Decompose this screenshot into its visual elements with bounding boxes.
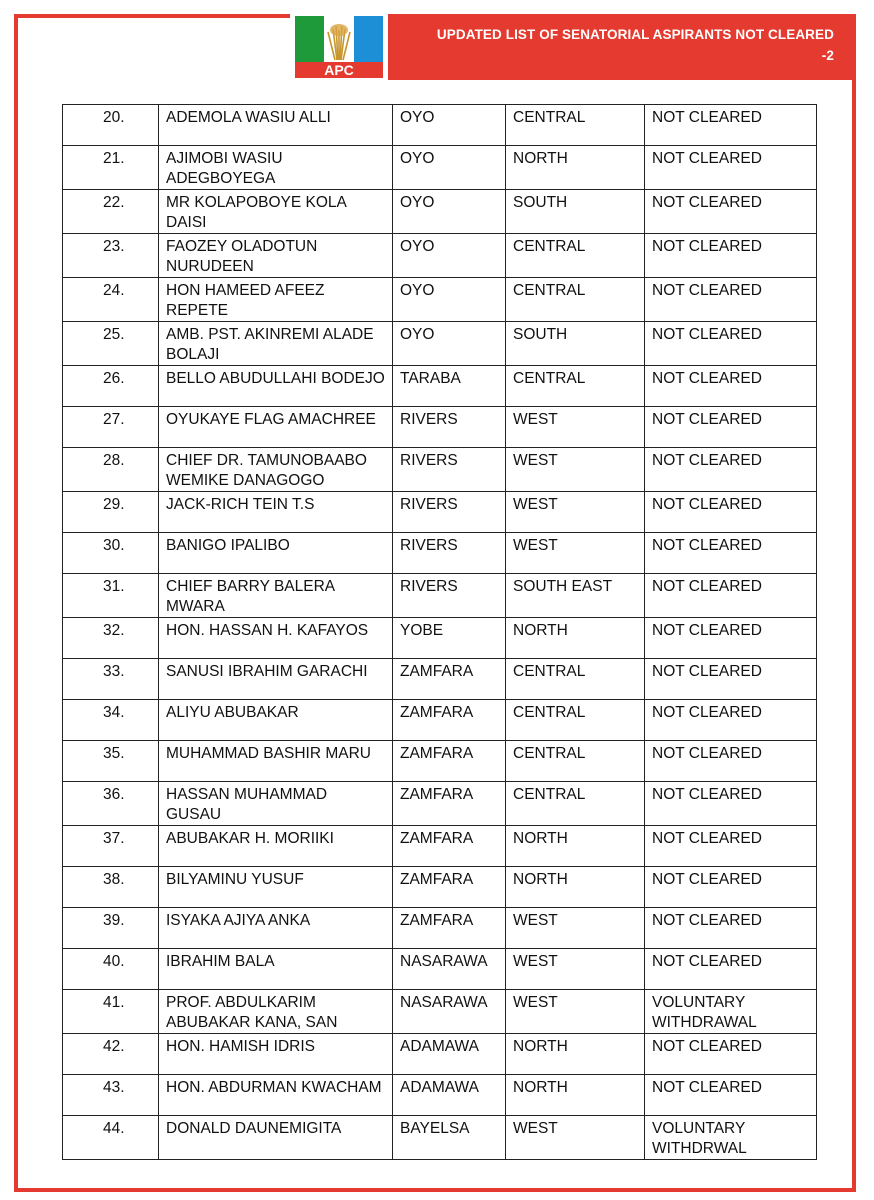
header-bar	[388, 14, 856, 80]
table-row	[63, 782, 817, 826]
table-row	[63, 533, 817, 574]
clearance-status: NOT CLEARED	[645, 659, 817, 700]
aspirant-name: BELLO ABUDULLAHI BODEJO	[159, 366, 393, 407]
clearance-status: NOT CLEARED	[645, 234, 817, 278]
clearance-status: NOT CLEARED	[645, 867, 817, 908]
senatorial-zone: NORTH	[506, 1034, 645, 1075]
state: ZAMFARA	[393, 700, 506, 741]
state: RIVERS	[393, 533, 506, 574]
row-number: 34.	[63, 700, 159, 741]
senatorial-zone: CENTRAL	[506, 234, 645, 278]
table-row	[63, 366, 817, 407]
row-number: 28.	[63, 448, 159, 492]
table-row	[63, 1116, 817, 1160]
senatorial-zone: WEST	[506, 908, 645, 949]
row-number: 39.	[63, 908, 159, 949]
clearance-status: NOT CLEARED	[645, 533, 817, 574]
row-number: 37.	[63, 826, 159, 867]
senatorial-zone: NORTH	[506, 618, 645, 659]
aspirant-name: MUHAMMAD BASHIR MARU	[159, 741, 393, 782]
aspirant-name: JACK-RICH TEIN T.S	[159, 492, 393, 533]
aspirant-name: CHIEF DR. TAMUNOBAABO WEMIKE DANAGOGO	[159, 448, 393, 492]
state: OYO	[393, 322, 506, 366]
aspirant-name: MR KOLAPOBOYE KOLA DAISI	[159, 190, 393, 234]
table-row	[63, 492, 817, 533]
aspirant-name: HON HAMEED AFEEZ REPETE	[159, 278, 393, 322]
aspirant-name: OYUKAYE FLAG AMACHREE	[159, 407, 393, 448]
table-row	[63, 1075, 817, 1116]
aspirant-name: ADEMOLA WASIU ALLI	[159, 105, 393, 146]
document-title	[394, 24, 834, 66]
apc-logo	[290, 14, 388, 80]
state: OYO	[393, 105, 506, 146]
row-number: 24.	[63, 278, 159, 322]
senatorial-zone: WEST	[506, 1116, 645, 1160]
state: ZAMFARA	[393, 867, 506, 908]
clearance-status: NOT CLEARED	[645, 366, 817, 407]
table-row	[63, 278, 817, 322]
state: ADAMAWA	[393, 1075, 506, 1116]
clearance-status: NOT CLEARED	[645, 782, 817, 826]
row-number: 35.	[63, 741, 159, 782]
aspirant-name: HASSAN MUHAMMAD GUSAU	[159, 782, 393, 826]
table-row	[63, 700, 817, 741]
senatorial-zone: CENTRAL	[506, 782, 645, 826]
state: OYO	[393, 190, 506, 234]
senatorial-zone: CENTRAL	[506, 659, 645, 700]
state: RIVERS	[393, 492, 506, 533]
row-number: 41.	[63, 990, 159, 1034]
table-row	[63, 190, 817, 234]
table-row	[63, 867, 817, 908]
clearance-status: NOT CLEARED	[645, 1075, 817, 1116]
row-number: 23.	[63, 234, 159, 278]
state: TARABA	[393, 366, 506, 407]
senatorial-zone: WEST	[506, 990, 645, 1034]
row-number: 27.	[63, 407, 159, 448]
senatorial-zone: CENTRAL	[506, 105, 645, 146]
row-number: 25.	[63, 322, 159, 366]
aspirant-name: IBRAHIM BALA	[159, 949, 393, 990]
clearance-status: VOLUNTARY WITHDRAWAL	[645, 990, 817, 1034]
table-row	[63, 618, 817, 659]
table-row	[63, 741, 817, 782]
clearance-status: NOT CLEARED	[645, 105, 817, 146]
clearance-status: NOT CLEARED	[645, 1034, 817, 1075]
senatorial-zone: SOUTH	[506, 190, 645, 234]
senatorial-zone: NORTH	[506, 146, 645, 190]
clearance-status: NOT CLEARED	[645, 826, 817, 867]
row-number: 42.	[63, 1034, 159, 1075]
aspirant-name: FAOZEY OLADOTUN NURUDEEN	[159, 234, 393, 278]
aspirant-name: ALIYU ABUBAKAR	[159, 700, 393, 741]
senatorial-zone: WEST	[506, 448, 645, 492]
aspirant-name: SANUSI IBRAHIM GARACHI	[159, 659, 393, 700]
row-number: 44.	[63, 1116, 159, 1160]
row-number: 30.	[63, 533, 159, 574]
table-row	[63, 949, 817, 990]
logo-text: APC	[324, 62, 354, 78]
table-row	[63, 448, 817, 492]
senatorial-zone: CENTRAL	[506, 278, 645, 322]
aspirant-name: BANIGO IPALIBO	[159, 533, 393, 574]
clearance-status: NOT CLEARED	[645, 278, 817, 322]
clearance-status: NOT CLEARED	[645, 322, 817, 366]
senatorial-zone: NORTH	[506, 867, 645, 908]
state: YOBE	[393, 618, 506, 659]
aspirant-name: BILYAMINU YUSUF	[159, 867, 393, 908]
row-number: 38.	[63, 867, 159, 908]
aspirant-name: HON. HASSAN H. KAFAYOS	[159, 618, 393, 659]
row-number: 22.	[63, 190, 159, 234]
state: ZAMFARA	[393, 659, 506, 700]
aspirant-name: HON. HAMISH IDRIS	[159, 1034, 393, 1075]
senatorial-zone: WEST	[506, 533, 645, 574]
aspirant-name: AMB. PST. AKINREMI ALADE BOLAJI	[159, 322, 393, 366]
row-number: 20.	[63, 105, 159, 146]
clearance-status: NOT CLEARED	[645, 741, 817, 782]
table-row	[63, 1034, 817, 1075]
state: ADAMAWA	[393, 1034, 506, 1075]
aspirant-name: CHIEF BARRY BALERA MWARA	[159, 574, 393, 618]
clearance-status: NOT CLEARED	[645, 949, 817, 990]
clearance-status: NOT CLEARED	[645, 190, 817, 234]
table-row	[63, 322, 817, 366]
state: ZAMFARA	[393, 826, 506, 867]
table-row	[63, 826, 817, 867]
row-number: 32.	[63, 618, 159, 659]
clearance-status: NOT CLEARED	[645, 700, 817, 741]
title-line-1: UPDATED LIST OF SENATORIAL ASPIRANTS NOT CLEARED	[436, 27, 834, 42]
state: ZAMFARA	[393, 782, 506, 826]
table-row	[63, 990, 817, 1034]
clearance-status: NOT CLEARED	[645, 492, 817, 533]
state: NASARAWA	[393, 949, 506, 990]
aspirants-table	[62, 104, 817, 1160]
aspirant-name: PROF. ABDULKARIM ABUBAKAR KANA, SAN	[159, 990, 393, 1034]
senatorial-zone: SOUTH	[506, 322, 645, 366]
row-number: 31.	[63, 574, 159, 618]
aspirant-name: DONALD DAUNEMIGITA	[159, 1116, 393, 1160]
table-row	[63, 105, 817, 146]
senatorial-zone: SOUTH EAST	[506, 574, 645, 618]
clearance-status: VOLUNTARY WITHDRWAL	[645, 1116, 817, 1160]
table-row	[63, 146, 817, 190]
clearance-status: NOT CLEARED	[645, 448, 817, 492]
row-number: 36.	[63, 782, 159, 826]
state: BAYELSA	[393, 1116, 506, 1160]
senatorial-zone: WEST	[506, 492, 645, 533]
state: OYO	[393, 146, 506, 190]
senatorial-zone: CENTRAL	[506, 741, 645, 782]
table-row	[63, 908, 817, 949]
row-number: 33.	[63, 659, 159, 700]
senatorial-zone: NORTH	[506, 1075, 645, 1116]
senatorial-zone: WEST	[506, 949, 645, 990]
row-number: 21.	[63, 146, 159, 190]
title-line-2: -2	[821, 48, 834, 63]
clearance-status: NOT CLEARED	[645, 146, 817, 190]
state: RIVERS	[393, 574, 506, 618]
table-row	[63, 574, 817, 618]
table-row	[63, 407, 817, 448]
clearance-status: NOT CLEARED	[645, 618, 817, 659]
row-number: 43.	[63, 1075, 159, 1116]
aspirant-name: ABUBAKAR H. MORIIKI	[159, 826, 393, 867]
row-number: 29.	[63, 492, 159, 533]
table-row	[63, 659, 817, 700]
senatorial-zone: CENTRAL	[506, 700, 645, 741]
aspirant-name: HON. ABDURMAN KWACHAM	[159, 1075, 393, 1116]
state: NASARAWA	[393, 990, 506, 1034]
aspirant-name: AJIMOBI WASIU ADEGBOYEGA	[159, 146, 393, 190]
state: OYO	[393, 234, 506, 278]
senatorial-zone: WEST	[506, 407, 645, 448]
senatorial-zone: CENTRAL	[506, 366, 645, 407]
clearance-status: NOT CLEARED	[645, 407, 817, 448]
clearance-status: NOT CLEARED	[645, 574, 817, 618]
clearance-status: NOT CLEARED	[645, 908, 817, 949]
state: RIVERS	[393, 407, 506, 448]
state: ZAMFARA	[393, 908, 506, 949]
state: ZAMFARA	[393, 741, 506, 782]
aspirant-name: ISYAKA AJIYA ANKA	[159, 908, 393, 949]
table-row	[63, 234, 817, 278]
senatorial-zone: NORTH	[506, 826, 645, 867]
row-number: 26.	[63, 366, 159, 407]
row-number: 40.	[63, 949, 159, 990]
state: RIVERS	[393, 448, 506, 492]
state: OYO	[393, 278, 506, 322]
